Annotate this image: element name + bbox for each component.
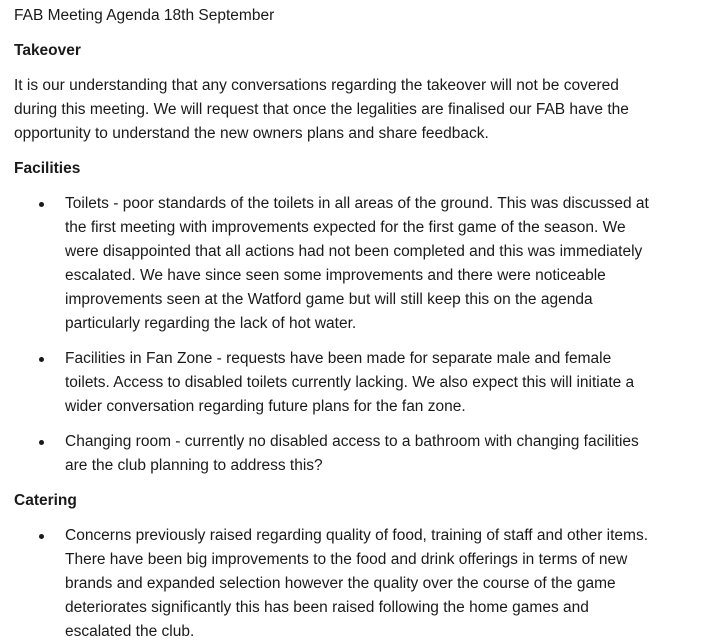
catering-list — [14, 524, 654, 644]
list-item — [14, 524, 654, 644]
bullet-icon — [39, 357, 44, 362]
bullet-icon — [39, 202, 44, 207]
list-item-text: Changing room - currently no disabled access to a bathroom with changing facilities are the club planning to address this? — [65, 433, 639, 474]
bullet-icon — [39, 440, 44, 445]
section-heading-catering: Catering — [14, 492, 77, 509]
facilities-list — [14, 192, 654, 478]
list-item — [14, 430, 654, 478]
list-item-text: Facilities in Fan Zone - requests have been made for separate male and female toilets. Access to disabled toilets currently lacking. We also expect this will initiate a wider conversation regarding future plans for the fan zone. — [65, 350, 635, 415]
bullet-icon — [39, 534, 44, 539]
list-item-text: Toilets - poor standards of the toilets in all areas of the ground. This was discussed at the first meeting with improvements expected for the first game of the season. We were disappointed that all actions had not been completed and this was immediately escalated. We have since seen some improvements and there were noticeable improvements seen at the Watford game but will still keep this on the agenda particularly regarding the lack of hot water. — [65, 195, 649, 332]
section-heading-takeover: Takeover — [14, 42, 81, 59]
list-item-text: Concerns previously raised regarding quality of food, training of staff and other items. There have been big improvements to the food and drink offerings in terms of new brands and expanded selection however the quality over the course of the game deteriorates significantly this has been raised following the home games and escalated the club. — [65, 527, 649, 640]
section-heading-facilities: Facilities — [14, 160, 81, 177]
takeover-paragraph: It is our understanding that any conversations regarding the takeover will not be covered during this meeting. We will request that once the legalities are finalised our FAB have the opportunity to understand the new owners plans and share feedback. — [14, 77, 629, 142]
list-item — [14, 347, 654, 419]
document-title: FAB Meeting Agenda 18th September — [14, 7, 275, 24]
list-item — [14, 192, 654, 336]
